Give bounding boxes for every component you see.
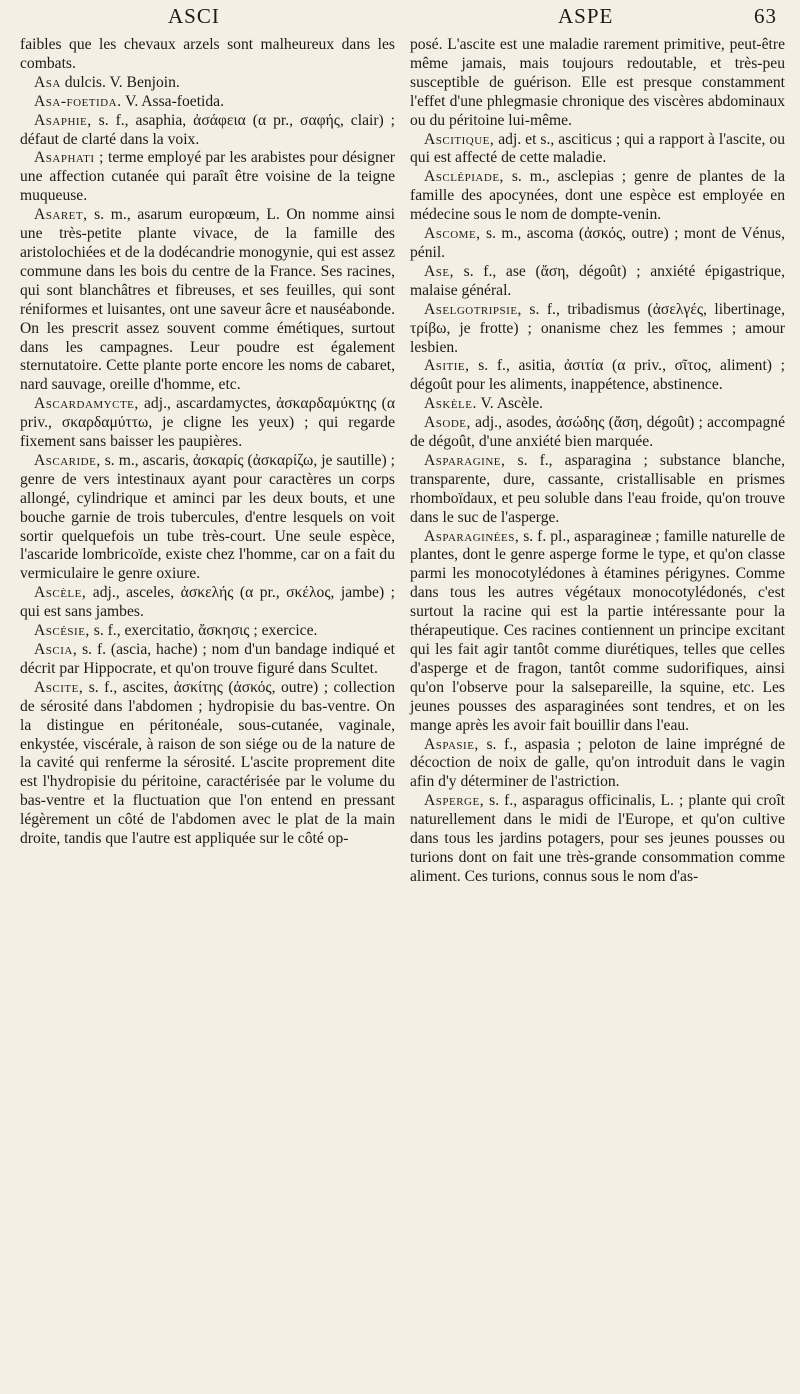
entry-headword: Asa [34, 73, 61, 91]
entry-headword: Asperge, [424, 792, 485, 810]
entry-headword: Asclépiade, [424, 168, 504, 186]
entry-text: s. f., asparagus officinalis, L. ; plante qui croît naturellement dans le midi de l'Europe, et qu'on cultive dans tous les jardins potagers, pour ses jeunes pousses ou turions dont on fait une très-grande consommation comme aliment. Ces turions, connus sous le nom d'as- [410, 792, 785, 885]
dictionary-entry [410, 395, 785, 414]
dictionary-entry [20, 149, 395, 206]
dictionary-entry [20, 584, 395, 622]
dictionary-entry [410, 131, 785, 169]
entry-headword: Ascitique, [424, 130, 495, 148]
dictionary-entry [410, 736, 785, 793]
left-column [20, 36, 395, 849]
dictionary-entry [20, 641, 395, 679]
entry-headword: Asode, [424, 414, 471, 432]
dictionary-entry [20, 622, 395, 641]
entry-headword: Ascaride, [34, 451, 101, 469]
running-head [0, 4, 800, 34]
entry-text: s. f., ascites, ἀσκίτης (ἀσκός, outre) ; collection de sérosité dans l'abdomen ; hydropisie du bas-ventre. On la distingue en péritonéale, sous-cutanée, vaginale, enkystée, viscérale, à raison de son siége ou de la nature de la cavité qui renferme la sérosité. L'ascite proprement dite est l'hydropisie du péritoine, caractérisée par le volume du bas-ventre et la fluctuation que l'on entend en pressant légèrement un côté de l'abdomen avec le plat de la main droite, tandis que l'autre est appliquée sur le côté op- [20, 678, 396, 848]
entry-text: s. m., asarum europœum, L. On nomme ainsi une très-petite plante vivace, de la famille des aristolochiées et de la dodécandrie monogynie, qui est assez commune dans les bois du centre de la France. Ses racines, qui sont blanchâtres et fibreuses, et ses feuilles, qui sont réniformes et luisantes, ont une saveur âcre et nauséabonde. On les prescrit assez souvent comme émétiques, surtout dans les campagnes. Leur poudre est également sternutatoire. Cette plante porte encore les noms de cabaret, nard sauvage, oreille d'homme, etc. [20, 206, 396, 394]
dictionary-entry [20, 93, 395, 112]
entry-headword: Askèle. [424, 395, 477, 413]
entry-headword: Ase, [424, 262, 454, 280]
dictionary-entry [410, 301, 785, 358]
entry-headword: Asaphie, [34, 111, 92, 129]
dictionary-entry [410, 357, 785, 395]
entry-text: adj., ascardamyctes, ἀσκαρδαμύκτης (α priv., σκαρδαμύττω, je cligne les yeux) ; qui regarde fixement sans baisser les paupières. [20, 395, 395, 451]
entry-text: faibles que les chevaux arzels sont malheureux dans les combats. [20, 36, 395, 72]
entry-text: V. Ascèle. [480, 395, 544, 413]
entry-headword: Asaphati ; [34, 149, 104, 167]
dictionary-entry [410, 528, 785, 736]
dictionary-entry [20, 395, 395, 452]
entry-headword: Ascia, [34, 641, 78, 658]
entry-headword: Ascome, [424, 225, 481, 243]
dictionary-entry [410, 452, 785, 528]
entry-text: terme employé par les arabistes pour désigner une affection cutanée qui paraît être voisine de la teigne muqueuse. [20, 149, 395, 205]
dictionary-entry [410, 36, 785, 131]
entry-headword: Asitie, [424, 357, 470, 375]
entry-text: s. m., asclepias ; genre de plantes de la famille des apocynées, dont une espèce est employée en médecine sous le nom de dompte-venin. [410, 168, 786, 224]
dictionary-entry [410, 414, 785, 452]
entry-text: s. f., asparagina ; substance blanche, transparente, dure, cassante, cristallisable en prismes rhomboïdaux, et peu soluble dans l'eau froide, qu'on trouve dans le suc de l'asperge. [410, 451, 785, 526]
entry-text: V. Assa-foetida. [125, 92, 224, 110]
dictionary-entry [20, 206, 395, 395]
entry-text: s. f. pl., asparagineæ ; famille naturelle de plantes, dont le genre asperge forme le type, et qu'on classe parmi les monocotylédones à étamines périgynes. Comme dans tous les autres végétaux monocotylédonés, c'est surtout la racine qui est la partie intéressante pour la thérapeutique. Ces racines contiennent un principe excitant qui les fait agir tantôt comme diurétiques, telles que celles d'asperge et de fragon, tantôt comme sudorifiques, ainsi qu'on l'observe pour la salsepareille, la squine, etc. Les jeunes pousses des asparaginées sont tendres, et on les mange après les avoir fait bouillir dans l'eau. [410, 527, 785, 734]
dictionary-entry [20, 452, 395, 584]
entry-text: s. f., tribadismus (ἀσελγές, libertinage, τρίβω, je frotte) ; onanisme chez les femmes ; amour lesbien. [410, 300, 785, 356]
dictionary-entry [410, 225, 785, 263]
page-number: 63 [754, 4, 777, 28]
right-column [410, 36, 785, 887]
entry-text: adj. et s., asciticus ; qui a rapport à l'ascite, ou qui est affecté de cette maladie. [410, 130, 785, 167]
entry-headword: Asa-foetida. [34, 92, 122, 110]
entry-text: s. f., ase (ἄση, dégoût) ; anxiété épigastrique, malaise général. [410, 262, 785, 299]
entry-text: adj., asceles, ἀσκελής (α pr., σκέλος, jambe) ; qui est sans jambes. [20, 584, 395, 621]
dictionary-entry [410, 168, 785, 225]
dictionary-entry [410, 263, 785, 301]
entry-text: s. f. (ascia, hache) ; nom d'un bandage indiqué et décrit par Hippocrate, et qu'on trouve figuré dans Scultet. [20, 641, 395, 677]
entry-headword: Asparagine, [424, 451, 506, 469]
entry-headword: Asaret, [34, 206, 88, 224]
entry-text: s. f., asaphia, ἀσάφεια (α pr., σαφής, clair) ; défaut de clarté dans la voix. [20, 111, 396, 148]
entry-headword: Asparaginées, [424, 527, 520, 545]
entry-headword: Aspasie, [424, 735, 479, 753]
dictionary-entry [20, 36, 395, 74]
dictionary-entry [20, 74, 395, 93]
entry-headword: Ascardamycte, [34, 395, 139, 413]
entry-headword: Ascèle, [34, 584, 87, 602]
entry-text: s. m., ascoma (ἀσκός, outre) ; mont de Vénus, pénil. [410, 225, 786, 261]
entry-text: s. m., ascaris, ἀσκαρίς (ἀσκαρίζω, je sautille) ; genre de vers intestinaux ayant pour caractères un corps allongé, cylindrique et aminci par les deux bouts, et une bouche garnie de trois tubercules, d'entre lesquels on voit sortir quelquefois un tube très-court. Une seule espèce, l'ascaride lombricoïde, existe chez l'homme, car on a fait du vermiculaire le genre oxiure. [20, 451, 395, 583]
entry-text: adj., asodes, ἀσώδης (ἄση, dégoût) ; accompagné de dégoût, d'une anxiété bien marquée. [410, 414, 785, 451]
dictionary-entry [20, 679, 395, 849]
entry-text: s. f., asitia, ἀσιτία (α priv., σῖτος, aliment) ; dégoût pour les aliments, inappétence, abstinence. [410, 357, 785, 394]
entry-headword: Ascite, [34, 678, 84, 696]
dictionary-entry [20, 112, 395, 150]
entry-text: dulcis. V. Benjoin. [64, 73, 180, 91]
entry-text: s. f., exercitatio, ἄσκησις ; exercice. [93, 622, 318, 640]
running-head-right: ASPE [558, 4, 614, 28]
entry-headword: Ascésie, [34, 622, 90, 640]
running-head-left: ASCI [168, 4, 220, 28]
entry-text: posé. L'ascite est une maladie rarement primitive, peut-être même jamais, mais toujours redoutable, et très-peu susceptible de guérison. Elle est presque constamment l'effet d'une phlegmasie chronique des viscères abdominaux ou du péritoine lui-même. [410, 36, 785, 129]
entry-text: s. f., aspasia ; peloton de laine imprégné de décoction de noix de galle, qu'on introduit dans le vagin afin d'y déterminer de l'astriction. [410, 735, 785, 791]
dictionary-entry [410, 792, 785, 887]
entry-headword: Aselgotripsie, [424, 300, 522, 318]
